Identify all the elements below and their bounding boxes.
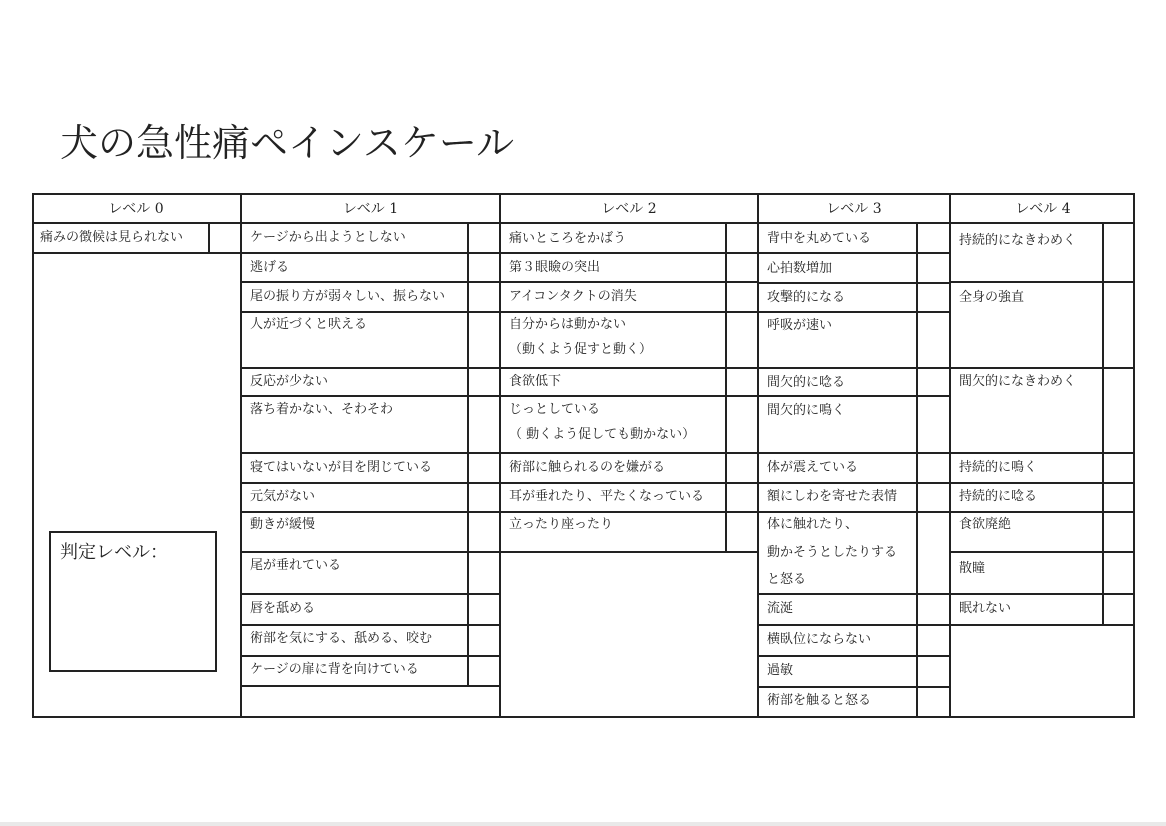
level4-item: 全身の強直 — [959, 290, 1025, 305]
level2-item: じっとしている — [509, 402, 601, 417]
row-divider — [951, 281, 1135, 283]
row-divider — [759, 395, 949, 397]
row-divider — [759, 367, 949, 369]
level3-item: 額にしわを寄せた表情 — [767, 489, 898, 504]
level2-item: 立ったり座ったり — [509, 517, 614, 532]
row-divider — [501, 252, 757, 254]
header-level-1: レベル 1 — [342, 201, 399, 217]
level3-item: 呼吸が速い — [767, 318, 833, 333]
level1-item: 反応が少ない — [250, 374, 329, 389]
row-divider — [951, 452, 1135, 454]
checkbox-divider — [1102, 224, 1104, 625]
judgement-label: 判定レベル： — [60, 542, 168, 563]
level3-item: 間欠的に唸る — [767, 375, 846, 390]
level1-item: 落ち着かない、そわそわ — [250, 402, 394, 417]
column-divider — [499, 193, 501, 718]
checkbox-divider — [725, 224, 727, 552]
row-divider — [242, 685, 499, 687]
level2-item: アイコンタクトの消失 — [509, 289, 637, 304]
level3-item: 術部を触ると怒る — [767, 693, 872, 708]
level3-item-cont: 動かそうとしたりする — [767, 545, 898, 560]
level2-item: 耳が垂れたり、平たくなっている — [509, 489, 705, 504]
checkbox-divider — [208, 224, 210, 252]
level1-item: 逃げる — [250, 260, 290, 275]
level4-item: 持続的に唸る — [959, 489, 1038, 504]
row-divider — [759, 252, 949, 254]
column-divider — [240, 193, 242, 718]
level1-item: 寝てはいないが目を閉じている — [250, 460, 433, 475]
level3-item-cont: と怒る — [767, 572, 807, 587]
page-bottom-edge — [0, 822, 1166, 826]
column-divider — [949, 193, 951, 718]
row-divider — [501, 551, 757, 553]
level1-item: 唇を舐める — [250, 601, 316, 616]
row-divider — [951, 624, 1135, 626]
row-divider — [32, 252, 240, 254]
page-title: 犬の急性痛ペインスケール — [60, 121, 515, 165]
level3-item: 攻撃的になる — [767, 290, 846, 305]
level2-item: 食欲低下 — [509, 374, 562, 389]
row-divider — [951, 551, 1135, 553]
row-divider — [951, 593, 1135, 595]
row-divider — [759, 624, 949, 626]
row-divider — [242, 452, 499, 454]
column-divider — [757, 193, 759, 718]
level3-item: 体に触れたり、 — [767, 517, 859, 532]
level2-item: 術部に触られるのを嫌がる — [509, 460, 666, 475]
level3-item: 心拍数増加 — [767, 261, 833, 276]
level1-item: ケージから出ようとしない — [250, 230, 406, 245]
row-divider — [759, 655, 949, 657]
level1-item: 動きが緩慢 — [250, 517, 316, 532]
level3-item: 横臥位にならない — [767, 632, 872, 647]
level3-item: 背中を丸めている — [767, 231, 872, 246]
level4-item: 持続的に鳴く — [959, 460, 1038, 475]
level2-item: 第３眼瞼の突出 — [509, 260, 601, 275]
level1-item: ケージの扉に背を向けている — [250, 662, 419, 677]
level1-item: 尾の振り方が弱々しい、振らない — [250, 289, 446, 304]
level1-item: 人が近づくと吠える — [250, 317, 368, 332]
row-divider — [242, 593, 499, 595]
level4-item: 間欠的になきわめく — [959, 374, 1077, 389]
level2-item-note: （ 動くよう促しても動かない） — [509, 427, 696, 442]
row-divider — [501, 452, 757, 454]
level3-item: 過敏 — [767, 663, 794, 678]
checkbox-divider — [916, 224, 918, 718]
level0-item: 痛みの徴候は見られない — [40, 230, 184, 245]
row-divider — [759, 593, 949, 595]
level2-item: 自分からは動かない — [509, 317, 627, 332]
header-level-0: レベル 0 — [108, 201, 164, 217]
level1-item: 術部を気にする、舐める、咬む — [250, 631, 433, 646]
level1-item: 尾が垂れている — [250, 558, 342, 573]
header-level-4: レベル 4 — [1015, 201, 1071, 217]
level3-item: 体が震えている — [767, 460, 859, 475]
row-divider — [759, 452, 949, 454]
level3-item: 間欠的に鳴く — [767, 403, 846, 418]
level1-item: 元気がない — [250, 489, 316, 504]
checkbox-divider — [467, 224, 469, 685]
level4-item: 散瞳 — [959, 561, 986, 576]
level2-item-note: （動くよう促すと動く） — [509, 342, 653, 357]
row-divider — [242, 252, 499, 254]
row-divider — [759, 282, 949, 284]
level4-item: 眠れない — [959, 601, 1012, 616]
level4-item: 食欲廃絶 — [959, 517, 1012, 532]
level2-item: 痛いところをかばう — [509, 231, 627, 246]
level4-item: 持続的になきわめく — [959, 233, 1077, 248]
row-divider — [242, 281, 499, 283]
level3-item: 流涎 — [767, 601, 794, 616]
header-level-3: レベル 3 — [826, 201, 882, 217]
header-level-2: レベル 2 — [601, 201, 657, 217]
row-divider — [501, 281, 757, 283]
